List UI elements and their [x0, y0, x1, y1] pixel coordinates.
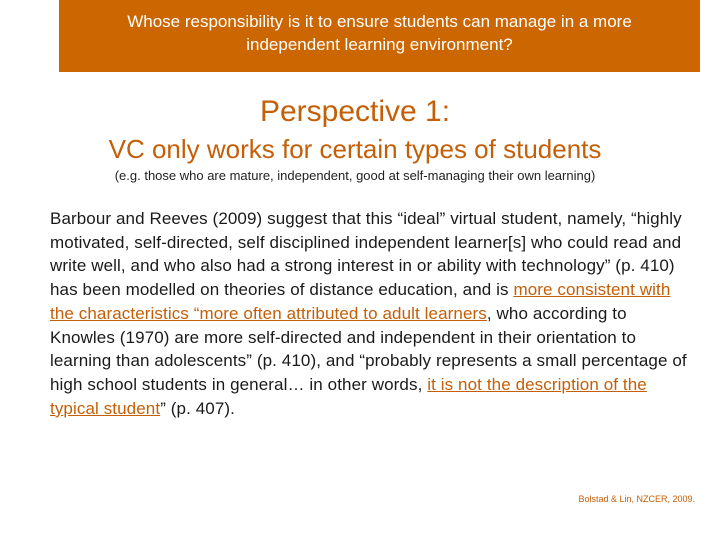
header-question-line2: independent learning environment? — [246, 35, 513, 54]
header-band — [59, 0, 700, 72]
body-text-part3: ” (p. 407). — [160, 398, 235, 418]
header-question-line1: Whose responsibility is it to ensure students can manage in a more — [127, 12, 632, 31]
body-paragraph — [50, 207, 690, 420]
body-text-part2: , who according to Knowles (1970) are more self-directed and independent in their orientation to learning than adolescents” (p. 410), and “probably represents a small percentage of high school students in general… in other words, — [50, 303, 687, 394]
highlighted-phrase-adult-learners: more consistent with the characteristics “more often attributed to adult learners — [50, 280, 671, 323]
example-note: (e.g. those who are mature, independent, good at self-managing their own learning) — [114, 168, 596, 183]
perspective-title: Perspective 1: — [259, 95, 451, 128]
highlighted-phrase-typical-student: it is not the description of the typical student — [50, 374, 647, 418]
citation: Bolstad & Lin, NZCER, 2009. — [578, 494, 695, 504]
perspective-subtitle: VC only works for certain types of students — [108, 134, 602, 164]
body-text-part1: Barbour and Reeves (2009) suggest that this “ideal” virtual student, namely, “highly motivated, self-directed, self disciplined independent learner[s] who could read and write well, and who also had a strong interest in or ability with technology” (p. 410) has been modelled on theories of distance education, and is — [50, 209, 682, 300]
